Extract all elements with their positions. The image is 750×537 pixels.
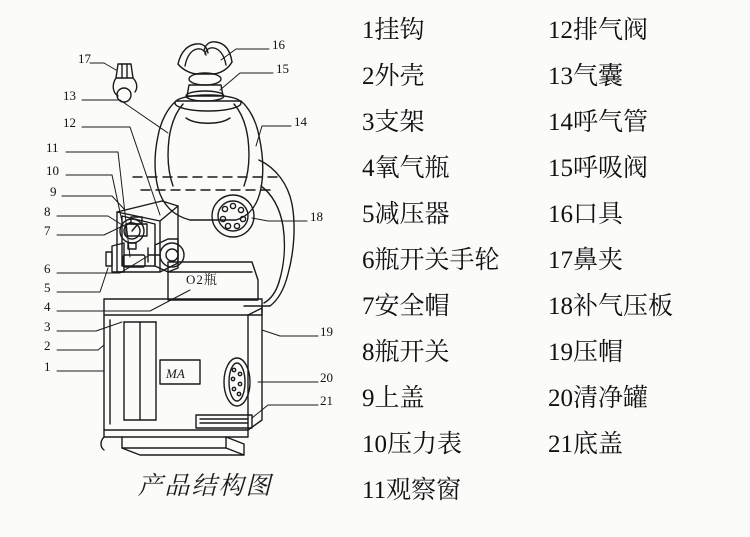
callout-number: 4 [44, 299, 51, 314]
legend-panel [352, 0, 750, 537]
legend-column-1 [362, 8, 500, 514]
view-window [123, 255, 145, 267]
callout-number: 13 [63, 88, 76, 103]
air-bag [155, 95, 263, 220]
callout-number: 6 [44, 261, 51, 276]
interior-ribs [124, 322, 156, 420]
legend-item: 6瓶开关手轮 [362, 247, 500, 274]
callout-number: 15 [276, 61, 289, 76]
callout-number: 20 [320, 370, 333, 385]
callout-number: 11 [46, 140, 59, 155]
legend-item: 8瓶开关 [362, 339, 450, 366]
legend-item: 15呼吸阀 [548, 155, 649, 182]
callout-number: 5 [44, 280, 51, 295]
callout-number: 12 [63, 115, 76, 130]
legend-item: 11观察窗 [362, 477, 462, 504]
callout-number: 17 [78, 51, 91, 66]
breathing-valve [186, 85, 224, 101]
legend-item: 4氧气瓶 [362, 155, 450, 182]
callout-number-group [44, 37, 333, 408]
callout-number: 2 [44, 338, 51, 353]
legend-item: 16口具 [548, 201, 624, 228]
svg-text:Ο2瓶: Ο2瓶 [186, 272, 218, 287]
nose-clip [113, 64, 137, 102]
section-dashed-line [133, 177, 282, 190]
legend-item: 18补气压板 [548, 293, 674, 320]
legend-item: 19压帽 [548, 339, 624, 366]
legend-item: 1挂钩 [362, 17, 425, 44]
air-supply-plate [212, 195, 254, 237]
callout-number: 16 [272, 37, 285, 52]
diagram-panel [0, 0, 352, 537]
product-structure-drawing [0, 0, 352, 537]
bottom-cap [122, 415, 252, 455]
cylinder-valve-handwheel [148, 239, 184, 272]
legend-item: 7安全帽 [362, 293, 450, 320]
diagram-caption: 产品结构图 [137, 473, 273, 500]
legend-item: 2外壳 [362, 63, 425, 90]
callout-number: 21 [320, 393, 333, 408]
legend-item: 21底盖 [548, 431, 624, 458]
legend-item: 12排气阀 [548, 17, 649, 44]
legend-item: 13气囊 [548, 63, 624, 90]
svg-text:MA: MA [166, 366, 185, 381]
hook [101, 437, 104, 450]
legend-item: 20清净罐 [548, 385, 649, 412]
leader-lines [57, 49, 318, 437]
callout-number: 19 [320, 324, 333, 339]
callout-number: 7 [44, 223, 51, 238]
legend-item: 3支架 [362, 109, 425, 136]
nameplate [160, 360, 200, 384]
legend-item: 17鼻夹 [548, 247, 624, 274]
callout-number: 14 [294, 114, 307, 129]
exhale-hose [244, 160, 294, 306]
callout-number: 3 [44, 319, 51, 334]
callout-number: 18 [310, 209, 323, 224]
mouthpiece-assembly [178, 42, 232, 85]
legend-item: 14呼气管 [548, 109, 649, 136]
cleaning-canister [224, 358, 250, 406]
legend-item: 10压力表 [362, 431, 463, 458]
callout-number: 8 [44, 204, 51, 219]
callout-number: 9 [50, 184, 57, 199]
callout-number: 10 [46, 163, 59, 178]
legend-item: 9上盖 [362, 385, 425, 412]
callout-number: 1 [44, 359, 51, 374]
legend-item: 5减压器 [362, 201, 450, 228]
legend-column-2 [548, 8, 673, 468]
